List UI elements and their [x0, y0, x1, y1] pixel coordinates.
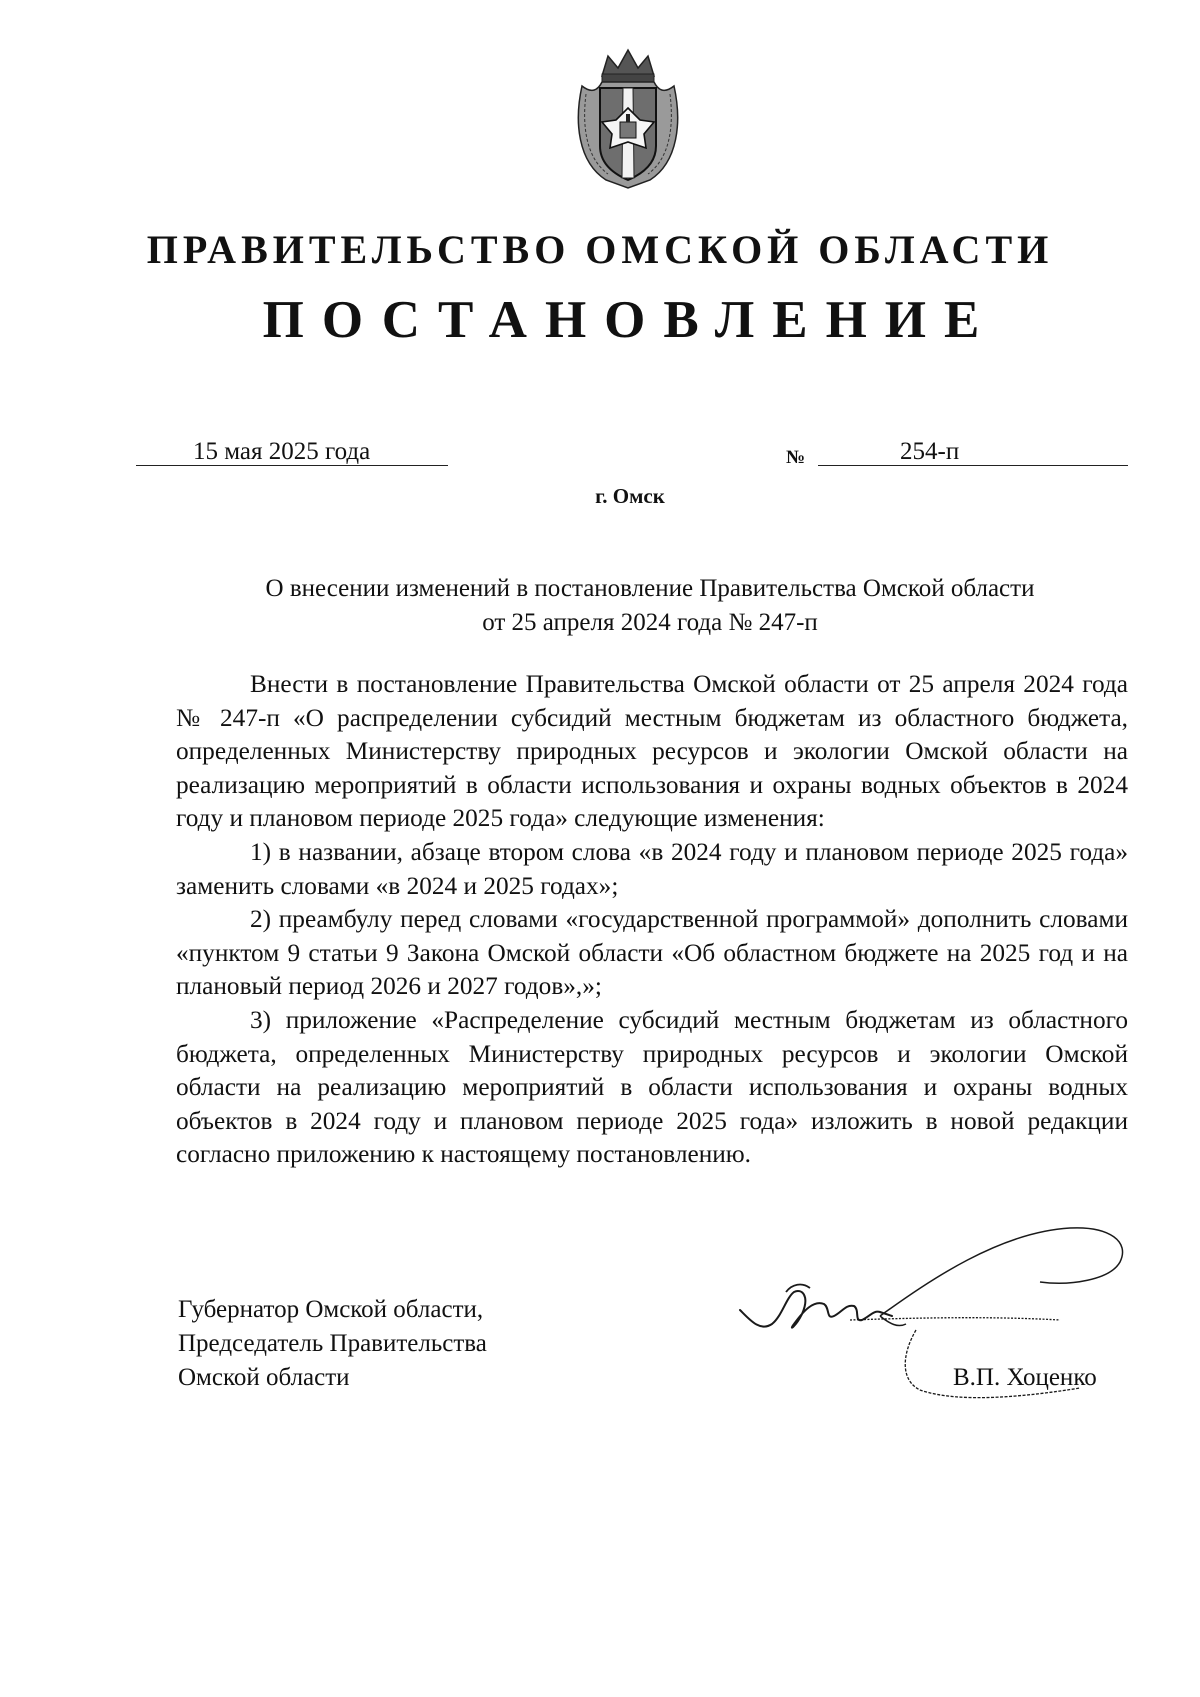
document-number: 254-п	[900, 438, 960, 465]
body-paragraph-2: 1) в названии, абзаце втором слова «в 2024 году и плановом периоде 2025 года» заменить словами «в 2024 и 2025 годах»;	[176, 837, 1128, 900]
signer-position-line-1: Губернатор Омской области,	[178, 1296, 484, 1323]
omsk-coat-of-arms-icon	[568, 42, 688, 192]
document-body	[176, 668, 1128, 1172]
handwritten-signature-icon	[730, 1220, 1170, 1440]
signer-position-line-2: Председатель Правительства	[178, 1330, 487, 1357]
government-title: ПРАВИТЕЛЬСТВО ОМСКОЙ ОБЛАСТИ	[146, 227, 1054, 272]
body-paragraph-1: Внести в постановление Правительства Омской области от 25 апреля 2024 года № 247-п «О распределении субсидий местным бюджетам из областного бюджета, определенных Министерству природных ресурсов и экологии Омской области на реализацию мероприятий в области использования и охраны водных объектов в 2024 году и плановом периоде 2025 года» следующие изменения:	[176, 670, 1128, 833]
signer-name: В.П. Хоценко	[953, 1364, 1097, 1391]
document-city: г. Омск	[595, 484, 665, 508]
document-type-title: ПОСТАНОВЛЕНИЕ	[262, 291, 998, 349]
subject-line-2: от 25 апреля 2024 года № 247-п	[482, 609, 818, 636]
signer-position	[178, 1293, 487, 1395]
document-date: 15 мая 2025 года	[193, 438, 371, 465]
signer-position-line-3: Омской области	[178, 1364, 350, 1391]
document-subject	[150, 572, 1150, 640]
subject-line-1: О внесении изменений в постановление Правительства Омской области	[265, 575, 1035, 602]
number-underline	[818, 441, 1128, 466]
body-paragraph-3: 2) преамбулу перед словами «государственной программой» дополнить словами «пунктом 9 статьи 9 Закона Омской области «Об областном бюджете на 2025 год и на плановый период 2026 и 2027 годов»,»;	[176, 905, 1128, 1001]
number-sign: №	[786, 447, 806, 468]
body-paragraph-4: 3) приложение «Распределение субсидий местным бюджетам из областного бюджета, определенных Министерству природных ресурсов и экологии Омской области на реализацию мероприятий в области использования и охраны водных объектов в 2024 году и плановом периоде 2025 года» изложить в новой редакции согласно приложению к настоящему постановлению.	[176, 1005, 1128, 1169]
